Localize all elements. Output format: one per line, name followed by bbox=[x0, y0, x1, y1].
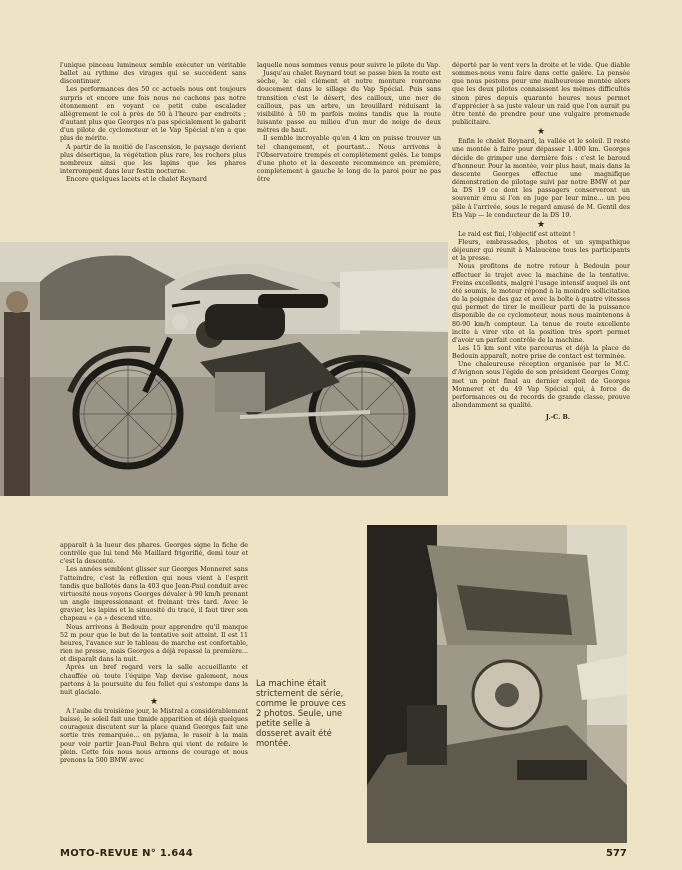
paragraph: laquelle nous sommes venus pour suivre le pilote du Vap. bbox=[257, 62, 441, 69]
paragraph: déporté par le vent vers la droite et le vide. Que diable sommes-nous venu faire dans cette galère. La pensée que nous pestons pour une malheureuse montée alors que les deux pilotes connaissent les mêmes difficultés sinon pires depuis quarante heures nous permet d'apprécier à sa juste valeur un raid que l'on aurait pu être tenté de prendre pour une vulgaire promenade publicitaire. bbox=[452, 62, 630, 127]
article-column-3 bbox=[452, 62, 630, 502]
section-star: ★ bbox=[149, 696, 159, 707]
author-signature: J.-C. B. bbox=[545, 414, 570, 422]
paragraph: Enfin le chalet Reynard, la vallée et le soleil. Il reste une montée à faire pour dépasser 1.400 km. Georges décide de grimper une dernière fois : c'est le baroud d'honneur. Pour la montée, voir plus haut, mais dans la descente Georges effectue une magnifique démonstration de pilotage suivi par notre BMW et par la DS 19 ce dont les passagers conserveront un souvenir ému si l'on en juge par leur mine... un peu pâle à l'arrivée, sous le regard amusé de M. Gentil des Ets Vap — le conducteur de la DS 19. bbox=[452, 138, 630, 219]
photo-caption: La machine était strictement de série, comme le prouve ces 2 photos. Seule, une petite selle à dosseret avait été montée. bbox=[256, 678, 346, 748]
paragraph: A partir de la moitié de l'ascension, le paysage devient plus désertique, la végétation plus rare, les rochers plus nombreux ainsi que les lapins que les phares interrompent dans leur festin nocturne. bbox=[60, 143, 246, 176]
section-star: ★ bbox=[536, 219, 546, 230]
paragraph: Fleurs, embrassades, photos et un sympathique déjeuner qui réunit à Malaucène tous les participants et la presse. bbox=[452, 238, 630, 263]
engine-photo-illustration bbox=[367, 525, 627, 843]
article-column-1-top bbox=[60, 62, 246, 240]
paragraph: Nous arrivons à Bedouin pour apprendre qu'il manque 52 m pour que le but de la tentative soit atteint. Il est 11 heures, l'avance sur le tableau de marche est confortable, rien ne presse, mais Georges a déjà repassé la première... et disparaît dans la nuit. bbox=[60, 623, 248, 664]
section-star: ★ bbox=[536, 127, 546, 138]
engine-photo bbox=[367, 525, 627, 843]
paragraph: Les performances des 50 cc actuels nous ont toujours surpris et encore une fois nous ne cachons pas notre étonnement en voyant ce petit cube escalader allègrement le col à près de 50 à l'heure par endroits ; d'autant plus que Georges n'a pas spécialement le gabarit d'un pilote de cyclomoteur et le Vap Spécial n'en a que plus de mérite. bbox=[60, 86, 246, 143]
article-column-1-bottom bbox=[60, 542, 248, 834]
paragraph: Il semble incroyable qu'en 4 km on puisse trouver un tel changement, et pourtant... Nous arrivons à l'Observatoire trempés et complètement gelés. Le temps d'une photo et la descente recommence en première, complètement à gauche le long de la paroi pour ne pas être bbox=[257, 135, 441, 184]
paragraph: Une chaleureuse réception organisée par le M.C. d'Avignon sous l'égide de son président Georges Comy, met un point final au dernier exploit de Georges Monneret et du 49 Vap Spécial qui, à force de performances ou de records de grande classe, prouve abondamment sa qualité. bbox=[452, 361, 630, 410]
paragraph: Les 15 km sont vite parcourus et déjà la place de Bedouin apparaît, notre prise de contact est terminée. bbox=[452, 345, 630, 361]
paragraph: apparaît à la lueur des phares. Georges signe la fiche de contrôle que lui tend Me Maillard frigorifié, demi tour et c'est la descente. bbox=[60, 542, 248, 566]
paragraph: Nous profitons de notre retour à Bedouin pour effectuer le trajet avec la machine de la tentative. Freins excellents, malgré l'usage intensif auquel ils ont été soumis, le moteur répond à la moindre sollicitation de la poignée des gaz et avec la boîte à quatre vitesses qui permet de tirer le meilleur parti de la puissance disponible de ce cyclomoteur, nous nous maintenons à 80-90 km/h compteur. La tenue de route excellente incite à virer vite et la position très sport permet d'avoir un parfait contrôle de la machine. bbox=[452, 263, 630, 344]
paragraph: Après un bref regard vers la salle accueillante et chauffée où toute l'équipe Vap devise galement, nous partons à la poursuite du feu follet qui s'estompe dans la nuit glaciale. bbox=[60, 664, 248, 696]
paragraph: l'unique pinceau lumineux semble exécuter un véritable ballet au rythme des virages qui se succèdent sans discontinuer. bbox=[60, 62, 246, 86]
paragraph: Jusqu'au chalet Reynard tout se passe bien la route est sèche, le ciel clément et notre monture ronronne doucement dans le sillage du Vap Spécial. Puis sans transition c'est le désert, des cailloux, une mer de cailloux, pas un arbre, un brouillard réduisant la visibilité à 50 m parfois moins tandis que la route luisante passe au milieu d'un mur de neige de deux mètres de haut. bbox=[257, 70, 441, 135]
paragraph: Les années semblent glisser sur Georges Monneret sans l'atteindre, c'est la réflexion qui nous vient à l'esprit tandis que ballotés dans la 403 que Jean-Paul conduit avec virtuosité nous voyons Georges dévaler à 90 km/h prenant un angle impressionnant et freinant très tard. Avec le gravier, les lapins et la sinuosité du tracé, il faut tirer son chapeau « ça » descend vite. bbox=[60, 566, 248, 623]
magazine-issue: MOTO-REVUE N° 1.644 bbox=[60, 848, 193, 859]
paragraph: Encore quelques lacets et le chalet Reynard bbox=[66, 176, 207, 184]
motorcycle-photo-illustration bbox=[0, 242, 448, 496]
page-number: 577 bbox=[606, 848, 627, 859]
motorcycle-photo bbox=[0, 242, 448, 496]
paragraph: Le raid est fini, l'objectif est atteint ! bbox=[458, 230, 576, 238]
article-column-2-top bbox=[257, 62, 441, 240]
paragraph: A l'aube du troisième jour, le Mistral a considérablement baissé, le soleil fait une timide apparition et déjà quelques courageux discutent sur la place quand Georges fait une sortie très remarquée... en pyjama, le rasoir à la main pour voir partir Jean-Paul Behra qui vient de refaire le plein. Cette fois nous nous armons de courage et nous prenons la 500 BMW avec bbox=[60, 707, 248, 764]
